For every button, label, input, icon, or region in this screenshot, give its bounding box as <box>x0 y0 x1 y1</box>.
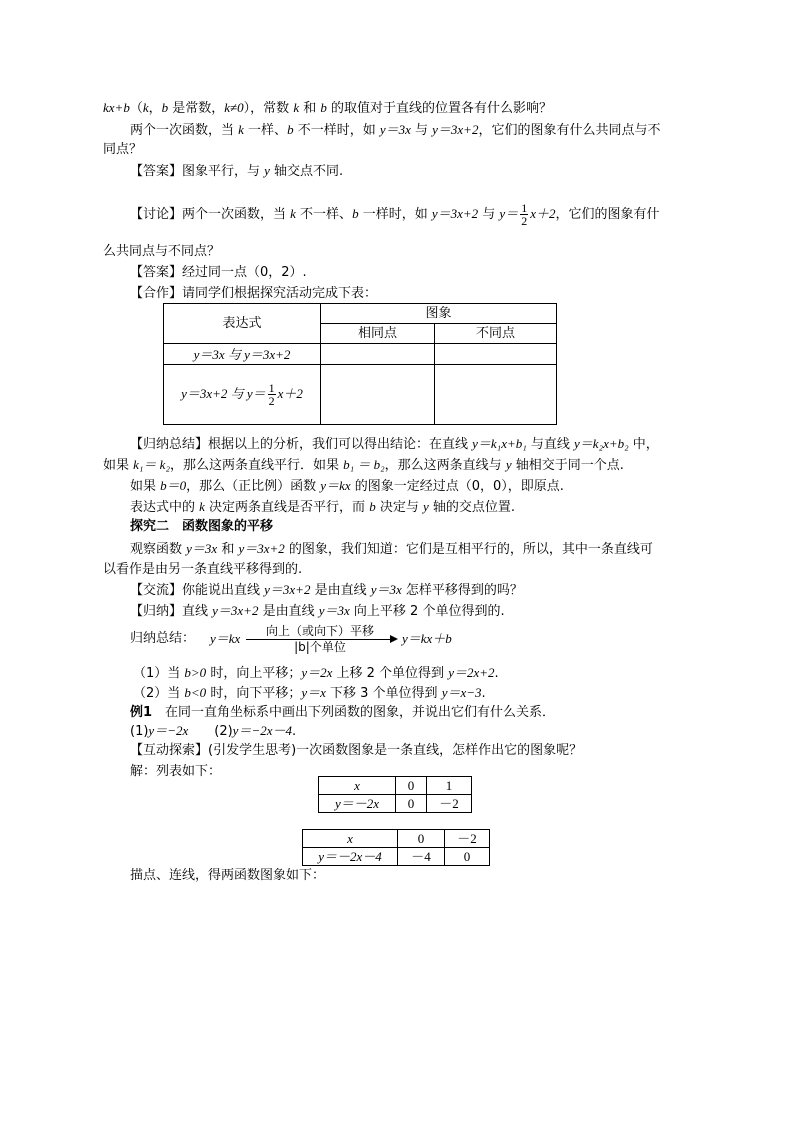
table-cell: －2 <box>427 795 472 813</box>
paragraph-line: 观察函数 y＝3x 和 y＝3x+2 的图象，我们知道：它们是互相平行的，所以，其中一条直线可 <box>130 541 653 557</box>
translation-arrow <box>246 624 398 656</box>
value-table-2 <box>302 829 490 866</box>
table-cell: －2 <box>445 830 490 848</box>
header-graph: 图象 <box>321 304 557 324</box>
cell-empty[interactable] <box>321 344 435 365</box>
table-cell: 0 <box>396 777 427 795</box>
exchange-line: 【交流】你能说出直线 y＝3x+2 是由直线 y＝3x 怎样平移得到的吗？ <box>130 582 523 598</box>
answer-line: 【答案】图象平行，与 y 轴交点不同. <box>130 163 344 179</box>
header-diff: 不同点 <box>435 324 557 344</box>
cell-empty[interactable] <box>321 365 435 425</box>
case-line: （1）当 b>0 时，向上平移；y＝2x 上移 2 个单位得到 y＝2x+2. <box>133 665 499 681</box>
arrow-top-label: 向上（或向下）平移 <box>265 624 374 638</box>
table-cell: 0 <box>396 795 427 813</box>
row-expression: y＝3x 与 y＝3x+2 <box>164 344 321 365</box>
answer-line: 【答案】经过同一点（0，2）. <box>130 265 307 280</box>
table-cell: －4 <box>398 848 445 866</box>
cell-empty[interactable] <box>435 344 557 365</box>
paragraph-line: 以看作是由另一条直线平移得到的. <box>103 562 303 577</box>
cooperation-line: 【合作】请同学们根据探究活动完成下表： <box>130 286 378 301</box>
table-cell: x <box>303 830 398 848</box>
summary-line: 如果 k₁＝ k₂，那么这两条直线平行．如果 b₁ ＝ b₂，那么这两条直线与 y 轴相交于同一个点. <box>103 457 624 473</box>
paragraph-line: 么共同点与不同点？ <box>103 244 221 259</box>
induction-line: 【归纳】直线 y＝3x+2 是由直线 y＝3x 向上平移 2 个单位得到的. <box>130 603 505 619</box>
example-line: 例1 在同一直角坐标系中画出下列函数的图象，并说出它们有什么关系． <box>130 705 556 720</box>
table-cell: 0 <box>398 830 445 848</box>
cell-empty[interactable] <box>435 365 557 425</box>
table-cell: 0 <box>445 848 490 866</box>
summary-line: 表达式中的 k 决定两条直线是否平行，而 b 决定与 y 轴的交点位置. <box>130 499 515 515</box>
comparison-table <box>163 303 557 425</box>
plot-line: 描点、连线，得两函数图象如下： <box>130 868 326 883</box>
formula-right: y＝kx＋b <box>402 631 452 646</box>
fraction: $\frac{1}{2}$ <box>268 381 275 408</box>
paragraph-line: kx+b（k，b 是常数，k≠0），常数 k 和 b 的取值对于直线的位置各有什么影响？ <box>103 100 552 116</box>
example-functions: (1)y＝−2x (2)y＝−2x－4. <box>130 723 297 739</box>
formula-left: y＝kx <box>210 631 241 646</box>
arrow-bottom-label: |b|个单位 <box>294 640 346 654</box>
summary-line: 【归纳总结】根据以上的分析，我们可以得出结论：在直线 y＝k₁x+b₁ 与直线 y＝k₂x+b₂ 中， <box>130 436 659 452</box>
solution-line: 解：列表如下： <box>130 764 222 779</box>
fraction: $\frac{1}{2}$ <box>521 201 528 228</box>
summary-label: 归纳总结： <box>130 631 196 646</box>
summary-line: 如果 b＝0，那么（正比例）函数 y＝kx 的图象一定经过点（0，0），即原点. <box>130 478 564 494</box>
case-line: （2）当 b<0 时，向下平移；y＝x 下移 3 个单位得到 y＝x−3. <box>133 685 486 701</box>
interactive-line: 【互动探索】(引发学生思考)一次函数图象是一条直线，怎样作出它的图象呢？ <box>130 743 583 758</box>
table-cell: y＝－2x <box>319 795 396 813</box>
row-expression: y＝3x+2 与 y＝ $\frac{1}{2}$ x＋2 <box>164 365 321 425</box>
table-cell: x <box>319 777 396 795</box>
value-table-1 <box>318 776 472 813</box>
section-heading: 探究二 函数图象的平移 <box>130 519 274 534</box>
header-same: 相同点 <box>321 324 435 344</box>
table-cell: y＝－2x－4 <box>303 848 398 866</box>
discussion-line: 【讨论】两个一次函数，当 k 不一样、b 一样时，如 y＝3x+2 与 y＝ $\frac{1}{2}$ x＋2，它们的图象有什 <box>130 201 660 228</box>
header-expression: 表达式 <box>164 304 321 344</box>
paragraph-line: 同点？ <box>103 142 143 157</box>
paragraph-line: 两个一次函数，当 k 一样、b 不一样时，如 y＝3x 与 y＝3x+2，它们的图象有什么共同点与不 <box>130 122 661 138</box>
table-cell: 1 <box>427 777 472 795</box>
